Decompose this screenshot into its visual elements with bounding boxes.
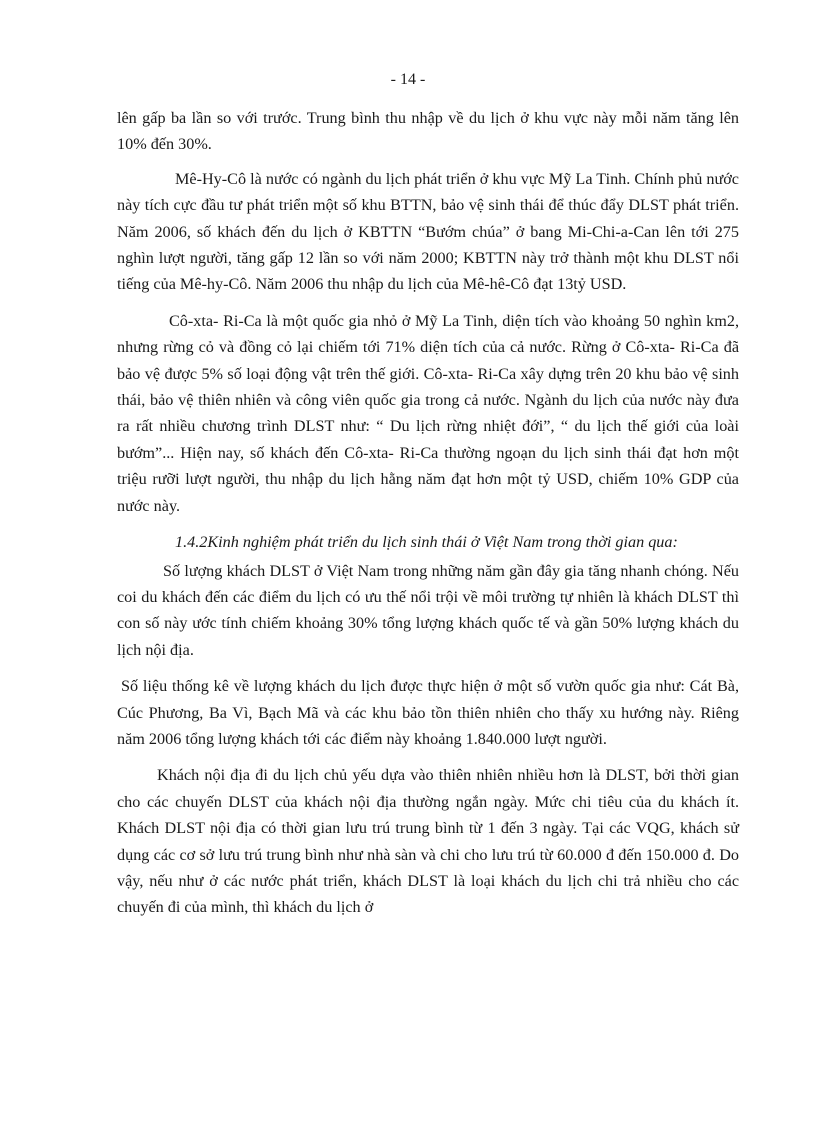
paragraph-domestic-visitors: Khách nội địa đi du lịch chủ yếu dựa vào thiên nhiên nhiều hơn là DLST, bởi thời gian cho các chuyến DLST của khách nội địa thường ngắn ngày. Mức chi tiêu của du khách ít. Khách DLST nội địa có thời gian lưu trú trung bình từ 1 đến 3 ngày. Tại các VQG, khách sử dụng các cơ sở lưu trú trung bình như nhà sàn và chi cho lưu trú từ 60.000 đ đến 150.000 đ. Do vậy, nếu như ở các nước phát triển, khách DLST là loại khách du lịch chi trả nhiều cho các chuyến đi của mình, thì khách du lịch ở [117, 766, 739, 917]
paragraph-statistics: Số liệu thống kê về lượng khách du lịch được thực hiện ở một số vườn quốc gia như: Cát Bà, Cúc Phương, Ba Vì, Bạch Mã và các khu bảo tồn thiên nhiên cho thấy xu hướng này. Riêng năm 2006 tổng lượng khách tới các điểm này khoảng 1.840.000 lượt người. [117, 677, 739, 748]
body-text [117, 105, 739, 931]
section-heading: 1.4.2Kinh nghiệm phát triển du lịch sinh thái ở Việt Nam trong thời gian qua: [175, 533, 678, 552]
paragraph-vietnam-visitors: Số lượng khách DLST ở Việt Nam trong những năm gần đây gia tăng nhanh chóng. Nếu coi du khách đến các điểm du lịch có ưu thế nổi trội về môi trường tự nhiên là khách DLST thì con số này ước tính chiếm khoảng 30% tổng lượng khách quốc tế và gần 50% lượng khách du lịch nội địa. [117, 561, 739, 659]
page-number: - 14 - [390, 71, 426, 88]
paragraph-continuation: lên gấp ba lần so với trước. Trung bình thu nhập về du lịch ở khu vực này mỗi năm tăng lên 10% đến 30%. [117, 109, 739, 154]
paragraph-mexico: Mê-Hy-Cô là nước có ngành du lịch phát triển ở khu vực Mỹ La Tinh. Chính phủ nước này tích cực đầu tư phát triển một số khu BTTN, bảo vệ sinh thái để thúc đẩy DLST phát triển. Năm 2006, số khách đến du lịch ở KBTTN “Bướm chúa” ở bang Mi-Chi-a-Can lên tới 275 nghìn lượt người, tăng gấp 12 lần so với năm 2000; KBTTN này trở thành một khu DLST nổi tiếng của Mê-hy-Cô. Năm 2006 thu nhập du lịch của Mê-hê-Cô đạt 13tỷ USD. [117, 169, 739, 294]
paragraph-costa-rica: Cô-xta- Ri-Ca là một quốc gia nhỏ ở Mỹ La Tinh, diện tích vào khoảng 50 nghìn km2, nhưng rừng cỏ và đồng cỏ lại chiếm tới 71% diện tích của cả nước. Rừng ở Cô-xta- Ri-Ca đã bảo vệ được 5% số loại động vật trên thế giới. Cô-xta- Ri-Ca xây dựng trên 20 khu bảo vệ sinh thái, bảo vệ thiên nhiên và công viên quốc gia trong cả nước. Ngành du lịch của nước này đưa ra rất nhiều chương trình DLST như: “ Du lịch rừng nhiệt đới”, “ du lịch thế giới của loài bướm”... Hiện nay, số khách đến Cô-xta- Ri-Ca thường ngoạn du lịch sinh thái đạt hơn một triệu rưỡi lượt người, thu nhập du lịch hằng năm đạt hơn một tỷ USD, chiếm 10% GDP của nước này. [117, 311, 739, 515]
